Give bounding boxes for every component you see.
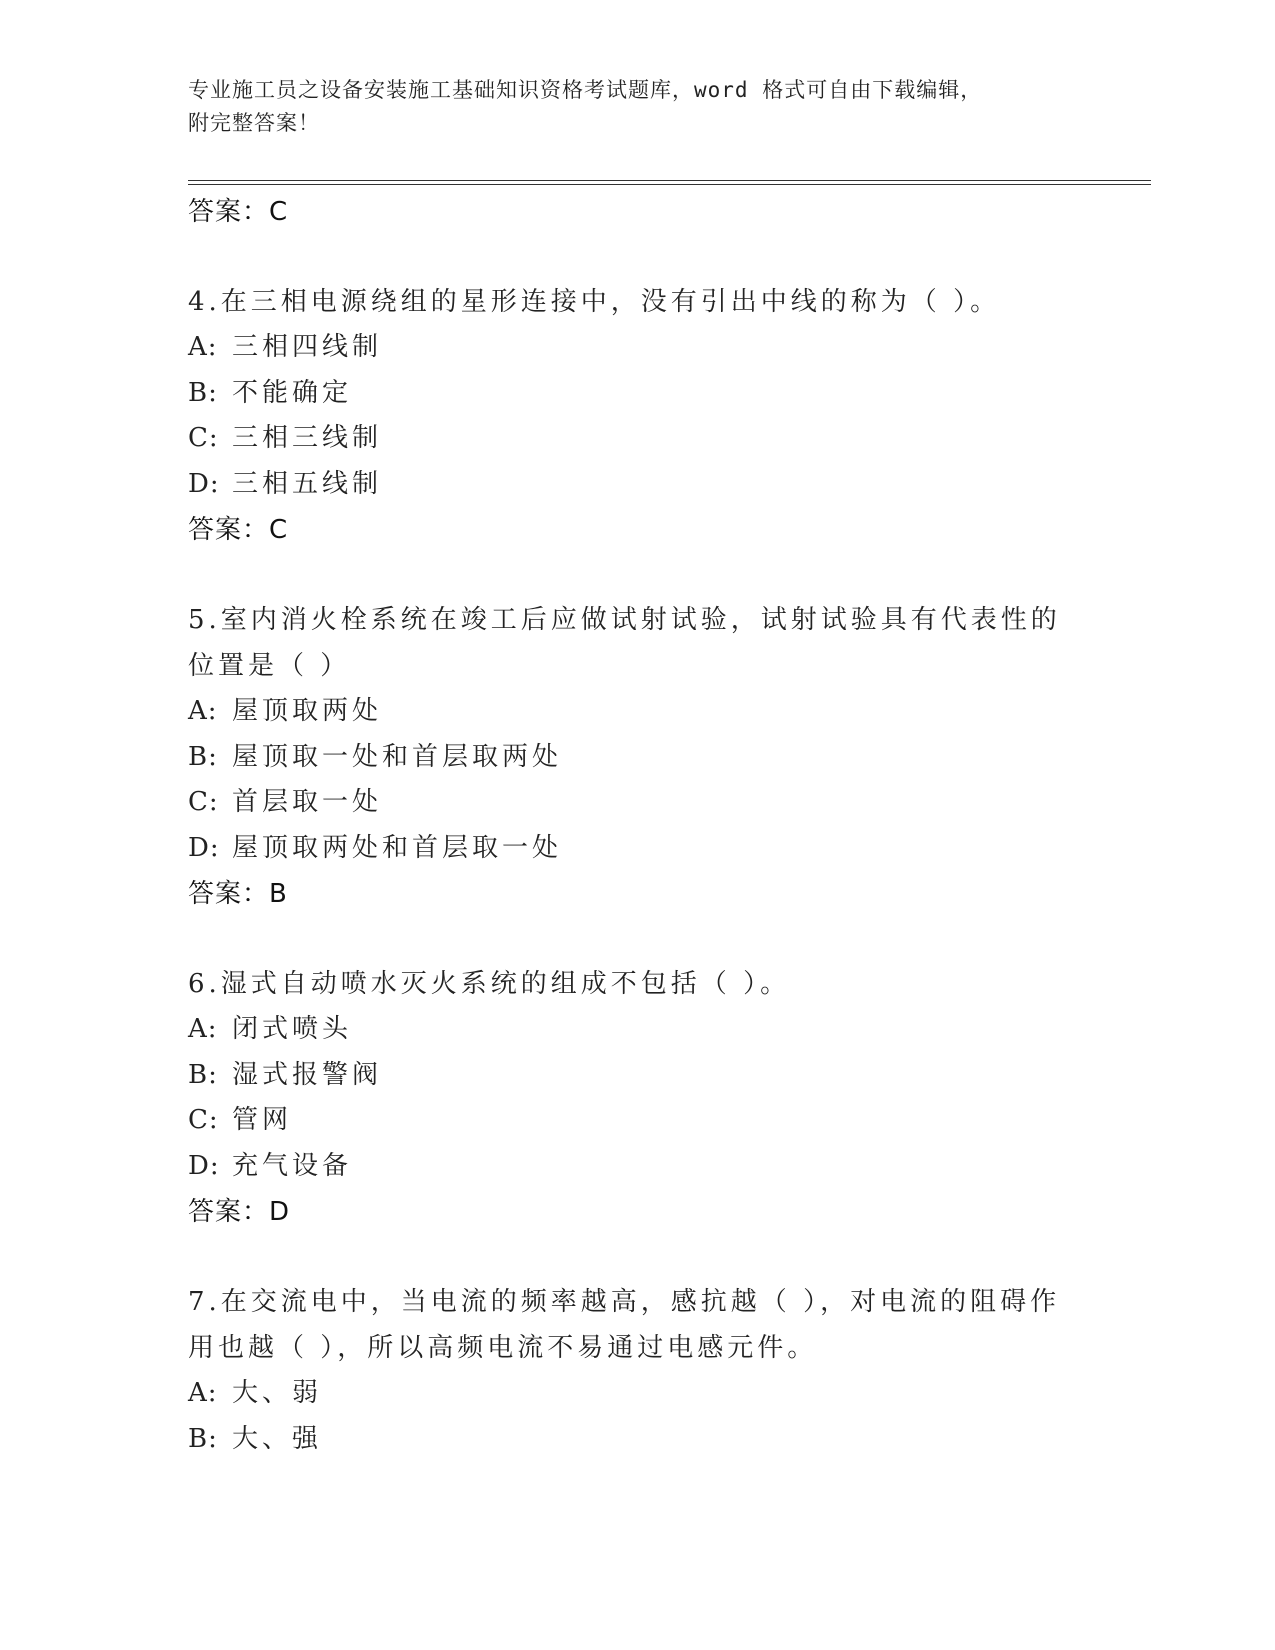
option-letter: C:	[188, 423, 219, 453]
header-divider-bottom	[188, 184, 1151, 185]
option-letter: D:	[188, 832, 220, 863]
option-letter: C:	[188, 787, 219, 817]
question-stem: 7.在交流电中，当电流的频率越高，感抗越（ ），对电流的阻碍作用也越（ ），所以高频电流不易通过电感元件。	[188, 1287, 1061, 1363]
option-text: 湿式报警阀	[232, 1059, 383, 1090]
option-text: 不能确定	[232, 377, 353, 408]
option-text: 闭式喷头	[232, 1014, 353, 1044]
header-divider-top	[188, 180, 1151, 181]
option-letter: A:	[188, 332, 218, 362]
spacer	[188, 235, 1088, 279]
option-letter: A:	[188, 1014, 218, 1044]
option-letter: D:	[188, 468, 220, 499]
option-text: 三相五线制	[232, 468, 383, 499]
question-block	[188, 1279, 1088, 1462]
option-letter: D:	[188, 1150, 220, 1181]
option-text: 大、强	[232, 1423, 323, 1454]
option-a	[188, 325, 1088, 371]
option-c	[188, 780, 1088, 826]
option-letter: B:	[188, 741, 218, 772]
document-header	[188, 74, 1068, 140]
header-line-1: 专业施工员之设备安装施工基础知识资格考试题库，word 格式可自由下载编辑，	[188, 78, 983, 102]
question-block	[188, 279, 1088, 553]
question-stem: 6.湿式自动喷水灭火系统的组成不包括（ ）。	[188, 969, 791, 999]
answer-line: 答案：C	[188, 197, 289, 227]
option-text: 屋顶取两处	[232, 696, 383, 726]
spacer	[188, 1235, 1088, 1279]
question-stem: 5.室内消火栓系统在竣工后应做试射试验，试射试验具有代表性的位置是（ ）	[188, 605, 1061, 681]
answer-line: 答案：D	[188, 1197, 291, 1227]
option-c	[188, 1098, 1088, 1144]
option-d	[188, 826, 1088, 872]
option-b	[188, 735, 1088, 781]
option-d	[188, 1144, 1088, 1190]
question-block	[188, 961, 1088, 1235]
option-text: 管网	[232, 1105, 293, 1135]
spacer	[188, 553, 1088, 597]
option-text: 充气设备	[232, 1150, 353, 1181]
question-block	[188, 597, 1088, 917]
option-d	[188, 462, 1088, 508]
option-a	[188, 689, 1088, 735]
option-text: 三相三线制	[232, 423, 383, 453]
option-b	[188, 1417, 1088, 1463]
option-letter: A:	[188, 1378, 218, 1408]
option-letter: C:	[188, 1105, 219, 1135]
answer-line: 答案：B	[188, 879, 288, 909]
option-text: 屋顶取两处和首层取一处	[232, 832, 563, 863]
option-text: 三相四线制	[232, 332, 383, 362]
option-text: 屋顶取一处和首层取两处	[232, 741, 563, 772]
option-text: 首层取一处	[232, 787, 383, 817]
header-line-2: 附完整答案！	[188, 111, 320, 135]
spacer	[188, 917, 1088, 961]
answer-line: 答案：C	[188, 515, 289, 545]
option-c	[188, 416, 1088, 462]
option-letter: B:	[188, 1059, 218, 1090]
option-letter: B:	[188, 1423, 218, 1454]
option-b	[188, 371, 1088, 417]
question-stem: 4.在三相电源绕组的星形连接中，没有引出中线的称为（ ）。	[188, 287, 1001, 317]
option-a	[188, 1007, 1088, 1053]
option-a	[188, 1371, 1088, 1417]
option-letter: A:	[188, 696, 218, 726]
question-list	[188, 189, 1088, 1462]
option-text: 大、弱	[232, 1378, 323, 1408]
option-b	[188, 1053, 1088, 1099]
option-letter: B:	[188, 377, 218, 408]
